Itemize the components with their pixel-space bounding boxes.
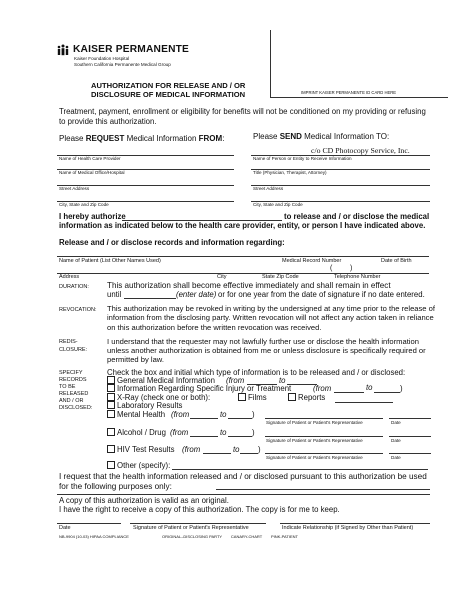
intro-text: Treatment, payment, enrollment or eligibility for benefits will not be conditioned on my providing or refusing to provide this authorization. [59, 107, 426, 126]
specific-from: (from [313, 384, 332, 393]
to-city-label: City, State and Zip Code [253, 202, 303, 207]
films-option[interactable]: Films [238, 393, 267, 402]
footer-date-label: Date [59, 525, 71, 531]
footer-sig-line[interactable] [130, 523, 266, 524]
purpose-line-1[interactable] [216, 489, 430, 490]
duration-text-2: or for one year from the date of signature if no date entered. [218, 290, 425, 299]
release-heading: Release and / or disclose records and information regarding: [59, 238, 285, 247]
org-line-2: Southern California Permanente Medical Group [74, 62, 171, 67]
imprint-box-bottom [270, 97, 448, 98]
duration-text-1: This authorization shall become effective immediately and shall remain in effect [107, 281, 391, 290]
to-street-label: Street Address [253, 186, 284, 191]
alcohol-sig-label: Signature of Patient or Patient's Representative [266, 438, 363, 443]
hiv-close-paren: ) [258, 445, 261, 454]
patient-name-label: Name of Patient (List Other Names Used) [59, 258, 161, 264]
duration-label: DURATION: [59, 284, 89, 290]
general-to: to [279, 376, 286, 385]
dob-label: Date of Birth [381, 258, 412, 264]
brand-name: KAISER PERMANENTE [73, 44, 190, 55]
revocation-label: REVOCATION: [59, 307, 97, 313]
other-checkbox[interactable] [107, 461, 115, 469]
footer-date-line[interactable] [57, 523, 121, 524]
alcohol-to: to [220, 428, 227, 437]
form-title-line-2: DISCLOSURE OF MEDICAL INFORMATION [91, 90, 246, 99]
footer-sig-label: Signature of Patient or Patient's Representative [133, 525, 249, 531]
other-option[interactable]: Other (specify): [107, 461, 170, 470]
from-city-label: City, State and Zip Code [59, 202, 109, 207]
phone-close-paren: ) [350, 265, 353, 272]
general-from: (from [226, 376, 245, 385]
lab-results-checkbox[interactable] [107, 401, 115, 409]
mental-close-paren: ) [252, 410, 255, 419]
imprint-box-left [270, 30, 271, 98]
mental-sig-line[interactable] [265, 418, 383, 419]
films-checkbox[interactable] [238, 393, 246, 401]
specific-to: to [366, 383, 373, 392]
hiv-date-label: Date [391, 455, 401, 460]
phone-open-paren: ( [330, 265, 333, 272]
lab-results-option[interactable]: Laboratory Results [107, 401, 182, 410]
specify-label: SPECIFY RECORDS TO BE RELEASED AND / OR DISCLOSED: [59, 370, 93, 412]
alcohol-from: (from [170, 428, 189, 437]
recipient-value[interactable]: c/o CD Photocopy Service, Inc. [311, 146, 410, 155]
duration-until: until [107, 290, 122, 299]
redisclosure-label-1: REDIS- [59, 339, 78, 345]
hiv-to: to [233, 445, 240, 454]
until-date-blank[interactable] [124, 298, 176, 299]
mental-from: (from [171, 410, 190, 419]
redisclosure-label-2: CLOSURE: [59, 347, 88, 353]
general-info-option[interactable]: General Medical Information [107, 376, 215, 385]
authorize-line-2: information as indicated below to the health care provider, entity, or person I have indicated above. [59, 221, 426, 230]
hiv-sig-label: Signature of Patient or Patient's Representative [266, 455, 363, 460]
alcohol-drug-checkbox[interactable] [107, 428, 115, 436]
address-label: Address [59, 274, 80, 280]
revocation-text: This authorization may be revoked in writing by the undersigned at any time prior to the release of information from the disclosing party. Written revocation will not affect any action taken in reliance on this authorization before the written revocation was received. [107, 304, 435, 332]
specific-info-option[interactable]: Information Regarding Specific Injury or Treatment [107, 384, 291, 393]
reports-option[interactable]: Reports [288, 393, 325, 402]
provider-name-label: Name of Health Care Provider [59, 156, 121, 161]
city-label: City [217, 274, 227, 280]
mental-date-line[interactable] [389, 418, 431, 419]
purpose-text: I request that the health information released and / or disclosed pursuant to this authorization be used for the following purposes only: [59, 472, 427, 491]
alcohol-date-line[interactable] [389, 436, 431, 437]
enter-date-hint: (enter date) [176, 290, 217, 299]
alcohol-date-label: Date [391, 438, 401, 443]
mental-health-checkbox[interactable] [107, 410, 115, 418]
redisclosure-text: I understand that the requester may not lawfully further use or disclose the health information unless another authorization is obtained from me or unless disclosure is specifically required or permitted by law. [107, 337, 426, 365]
hiv-from: (from [182, 445, 201, 454]
specify-instruction: Check the box and initial which type of information is to be released and / or disclosed: [107, 368, 406, 377]
alcohol-sig-line[interactable] [265, 436, 383, 437]
other-specify-line[interactable] [172, 469, 428, 470]
copy-valid-text: A copy of this authorization is valid as an original. [59, 496, 229, 505]
authorize-suffix: to release and / or disclose the medical [284, 212, 430, 221]
hiv-results-option[interactable]: HIV Test Results [107, 445, 175, 454]
footer-rel-line[interactable] [280, 523, 430, 524]
hiv-results-checkbox[interactable] [107, 445, 115, 453]
form-number: NB-9904 (10-03) HIPAA COMPLIANCE [59, 534, 129, 539]
send-heading: Please SEND Medical Information TO: [253, 132, 390, 141]
mrn-label: Medical Record Number [282, 258, 342, 264]
specific-info-checkbox[interactable] [107, 384, 115, 392]
general-info-checkbox[interactable] [107, 376, 115, 384]
office-name-label: Name of Medical Office/Hospital [59, 170, 125, 175]
reports-checkbox[interactable] [288, 393, 296, 401]
footer-rel-label: Indicate Relationship (if Signed by Other than Patient) [282, 525, 414, 531]
purpose-line-2[interactable] [57, 494, 430, 495]
alcohol-close-paren: ) [252, 428, 255, 437]
hiv-date-line[interactable] [389, 453, 431, 454]
kp-logo-icon [57, 43, 69, 55]
state-zip-label: State Zip Code [262, 274, 299, 280]
mental-date-label: Date [391, 420, 401, 425]
xray-option[interactable]: X-Ray (check one or both): [107, 393, 210, 402]
from-street-label: Street Address [59, 186, 90, 191]
recipient-name-label: Name of Person or Entity to Receive Information [253, 156, 352, 161]
mental-sig-label: Signature of Patient or Patient's Representative [266, 420, 363, 425]
copy-distribution: ORIGINAL–DISCLOSING PARTY CANARY-CHART PINK-PATIENT [162, 534, 298, 539]
hiv-sig-line[interactable] [265, 453, 383, 454]
mental-health-option[interactable]: Mental Health [107, 410, 165, 419]
recipient-title-label: Title (Physician, Therapist, Attorney) [253, 170, 327, 175]
org-line-1: Kaiser Foundation Hospital [74, 56, 130, 61]
authorize-prefix: I hereby authorize [59, 212, 126, 221]
phone-label: Telephone Number [334, 274, 381, 280]
specific-close-paren: ) [400, 384, 403, 393]
copy-right-text: I have the right to receive a copy of this authorization. The copy is for me to keep. [59, 505, 340, 514]
request-heading: Please REQUEST Medical Information FROM: [59, 134, 225, 143]
mental-to: to [220, 410, 227, 419]
xray-checkbox[interactable] [107, 393, 115, 401]
form-title-line-1: AUTHORIZATION FOR RELEASE AND / OR [91, 81, 246, 90]
alcohol-drug-option[interactable]: Alcohol / Drug [107, 428, 166, 437]
imprint-label: IMPRINT KAISER PERMANENTE ID CARD HERE [301, 90, 397, 95]
